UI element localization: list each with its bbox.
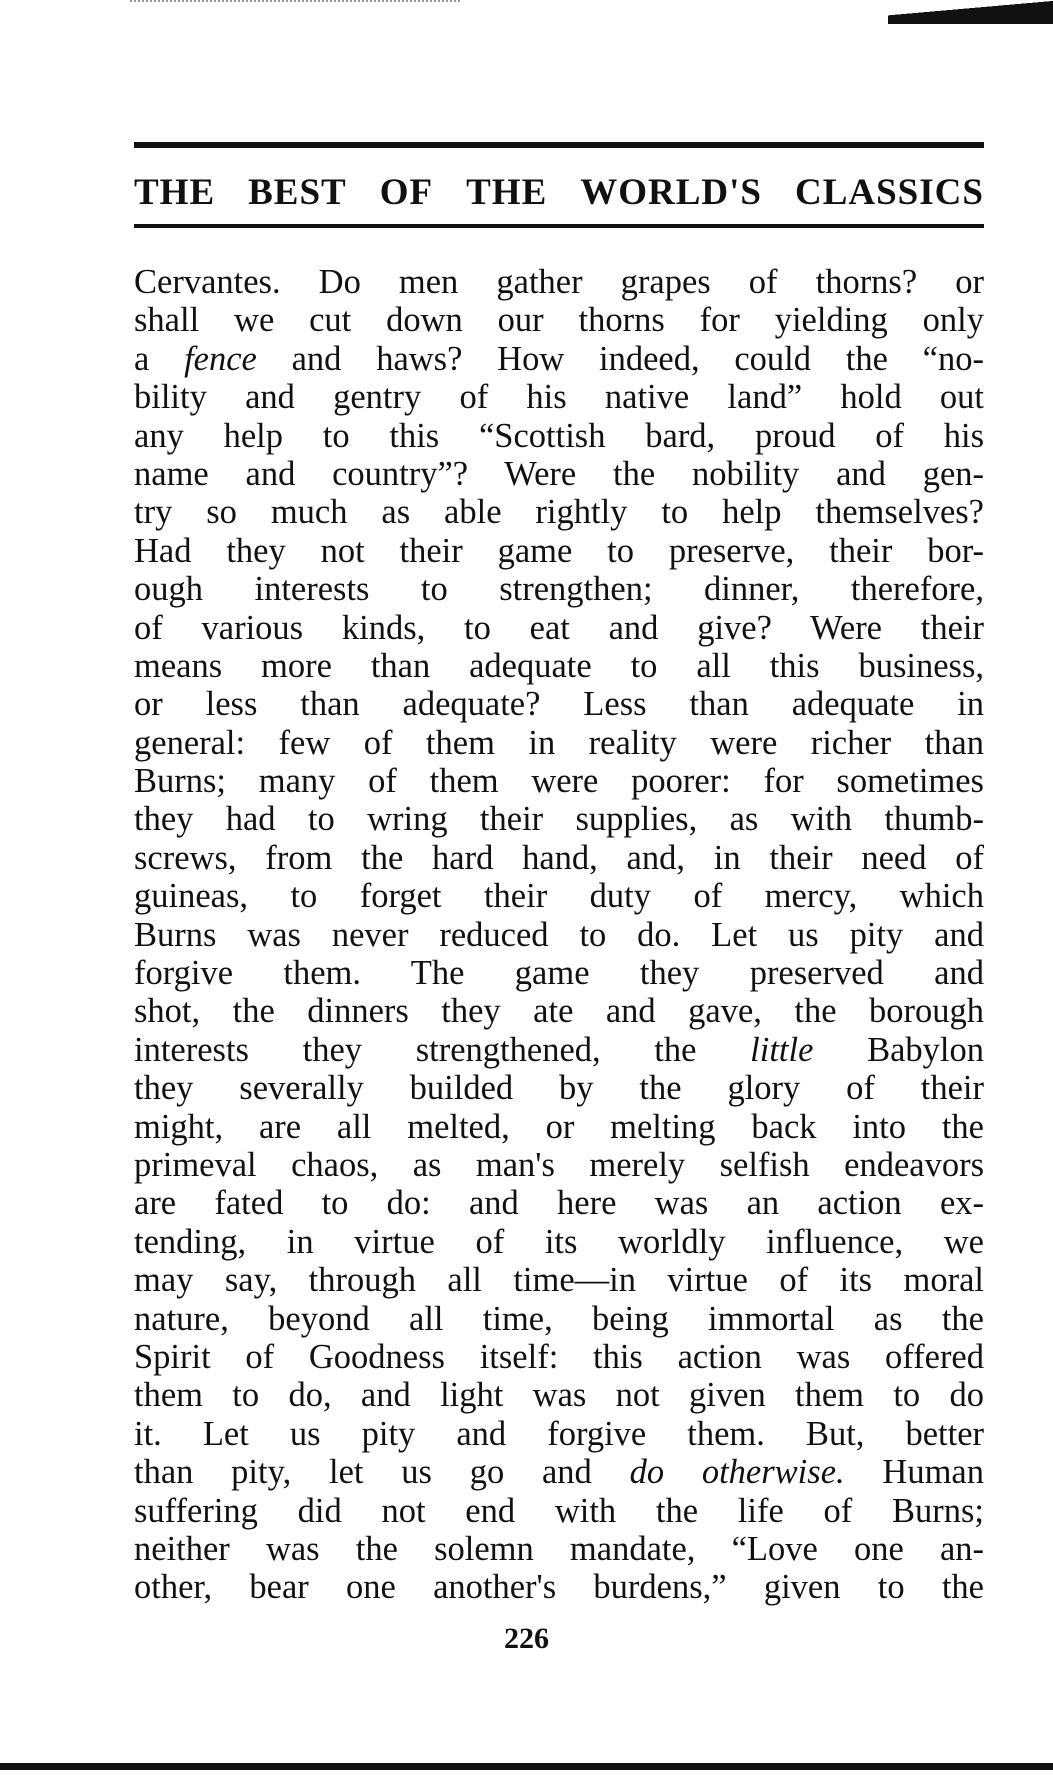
text-run: may say, through all time—in virtue of its moral bbox=[134, 1261, 984, 1300]
text-line bbox=[134, 916, 984, 954]
text-run: Cervantes. Do men gather grapes of thorns? or bbox=[134, 263, 984, 301]
text-line bbox=[134, 800, 984, 838]
text-line bbox=[134, 301, 984, 339]
text-run: interests they strengthened, the bbox=[134, 1030, 751, 1069]
text-line bbox=[134, 609, 984, 647]
text-run: Babylon bbox=[813, 1030, 984, 1069]
text-run: neither was the solemn mandate, “Love one an- bbox=[134, 1529, 984, 1568]
text-line bbox=[134, 762, 984, 800]
text-run: of various kinds, to eat and give? Were their bbox=[134, 608, 984, 647]
text-run: shall we cut down our thorns for yielding only bbox=[134, 301, 984, 340]
text-line bbox=[134, 1223, 984, 1261]
text-line bbox=[134, 1530, 984, 1568]
text-run: name and country”? Were the nobility and gen- bbox=[134, 454, 984, 493]
text-run: Burns; many of them were poorer: for sometimes bbox=[134, 762, 984, 801]
text-run: guineas, to forget their duty of mercy, which bbox=[134, 877, 984, 916]
text-line bbox=[134, 1338, 984, 1376]
text-run: screws, from the hard hand, and, in their need of bbox=[134, 838, 984, 877]
running-head-word: WORLD'S bbox=[580, 171, 762, 213]
text-run: other, bear one another's burdens,” given to the bbox=[134, 1568, 984, 1607]
text-line bbox=[134, 992, 984, 1030]
text-run: suffering did not end with the life of Burns; bbox=[134, 1491, 984, 1530]
text-line bbox=[134, 1108, 984, 1146]
text-run: it. Let us pity and forgive them. But, better bbox=[134, 1414, 984, 1453]
text-run: are fated to do: and here was an action ex- bbox=[134, 1184, 984, 1223]
text-line bbox=[134, 1376, 984, 1414]
text-line bbox=[134, 1031, 984, 1069]
italic-run: little bbox=[750, 1030, 814, 1069]
text-line bbox=[134, 532, 984, 570]
text-line bbox=[134, 263, 984, 301]
text-line bbox=[134, 1492, 984, 1530]
text-line bbox=[134, 378, 984, 416]
text-line bbox=[134, 1261, 984, 1299]
page-number: 226 bbox=[504, 1622, 549, 1655]
text-run: they had to wring their supplies, as with thumb- bbox=[134, 800, 984, 839]
header-rule-top bbox=[134, 142, 984, 148]
text-run: they severally builded by the glory of their bbox=[134, 1069, 984, 1108]
text-line bbox=[134, 839, 984, 877]
running-head-word: BEST bbox=[248, 171, 347, 213]
text-run: Human bbox=[844, 1453, 984, 1492]
text-run: nature, beyond all time, being immortal as the bbox=[134, 1299, 984, 1338]
text-run: try so much as able rightly to help themselves? bbox=[134, 493, 984, 532]
text-run: means more than adequate to all this business, bbox=[134, 646, 984, 685]
text-line bbox=[134, 685, 984, 723]
footer-rule bbox=[0, 1763, 1053, 1770]
text-run: Had they not their game to preserve, their bor- bbox=[134, 531, 984, 570]
header-rule-bottom bbox=[134, 224, 984, 228]
scan-edge-mark bbox=[888, 0, 1053, 24]
running-head bbox=[134, 168, 984, 216]
text-run: forgive them. The game they preserved and bbox=[134, 954, 984, 993]
text-line bbox=[134, 1300, 984, 1338]
italic-run: do otherwise. bbox=[629, 1453, 845, 1492]
italic-run: fence bbox=[184, 339, 257, 378]
text-run: and haws? How indeed, could the “no- bbox=[256, 339, 984, 378]
text-run: than pity, let us go and bbox=[134, 1453, 630, 1492]
text-line bbox=[134, 493, 984, 531]
text-run: general: few of them in reality were richer than bbox=[134, 723, 984, 762]
text-line bbox=[134, 1069, 984, 1107]
text-run: ough interests to strengthen; dinner, therefore, bbox=[134, 570, 984, 609]
text-run: Burns was never reduced to do. Let us pity and bbox=[134, 915, 984, 954]
text-line bbox=[134, 877, 984, 915]
text-run: bility and gentry of his native land” hold out bbox=[134, 378, 984, 417]
scan-edge-dots bbox=[130, 0, 460, 4]
text-line bbox=[134, 1184, 984, 1222]
text-line bbox=[134, 455, 984, 493]
text-run: might, are all melted, or melting back into the bbox=[134, 1107, 984, 1146]
text-line bbox=[134, 647, 984, 685]
text-line bbox=[134, 1146, 984, 1184]
text-run: them to do, and light was not given them to do bbox=[134, 1376, 984, 1415]
text-line bbox=[134, 1415, 984, 1453]
text-run: shot, the dinners they ate and gave, the borough bbox=[134, 992, 984, 1031]
text-line bbox=[134, 417, 984, 455]
text-line bbox=[134, 570, 984, 608]
text-run: primeval chaos, as man's merely selfish endeavors bbox=[134, 1145, 984, 1184]
text-line bbox=[134, 1568, 984, 1606]
text-run: a bbox=[134, 339, 185, 378]
text-line bbox=[134, 340, 984, 378]
text-run: any help to this “Scottish bard, proud of his bbox=[134, 416, 984, 455]
body-text bbox=[134, 263, 984, 1607]
running-head-word: THE bbox=[466, 171, 548, 213]
running-head-word: OF bbox=[379, 171, 434, 213]
text-run: tending, in virtue of its worldly influence, we bbox=[134, 1222, 984, 1261]
running-head-word: CLASSICS bbox=[794, 171, 984, 213]
text-line bbox=[134, 954, 984, 992]
text-line bbox=[134, 724, 984, 762]
text-run: or less than adequate? Less than adequate in bbox=[134, 685, 984, 724]
text-run: Spirit of Goodness itself: this action was offered bbox=[134, 1337, 984, 1376]
text-line bbox=[134, 1453, 984, 1491]
running-head-word: THE bbox=[134, 171, 216, 213]
